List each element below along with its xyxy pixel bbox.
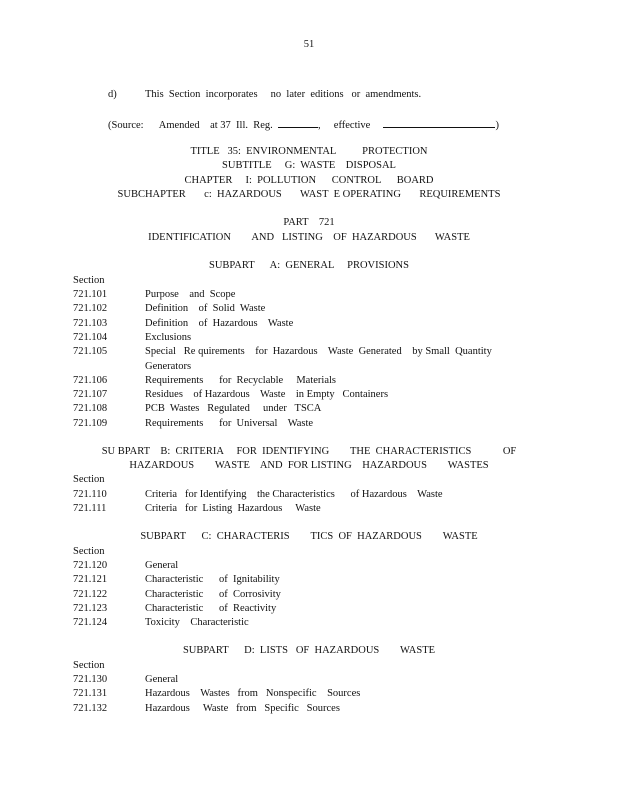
section-number: 721.111 xyxy=(73,503,107,515)
section-description: Requirements for Recyclable Materials xyxy=(145,374,336,386)
subpart-d-heading: SUBPART D: LISTS OF HAZARDOUS WASTE xyxy=(182,645,436,656)
effective-blank xyxy=(383,117,495,128)
source-reg: at 37 Ill. Reg. xyxy=(210,120,273,131)
section-number: 721.120 xyxy=(73,560,108,571)
subpart-d-section-label: Section xyxy=(73,660,105,671)
reg-blank xyxy=(278,117,318,128)
page-number: 51 xyxy=(303,39,315,50)
section-number: 721.107 xyxy=(73,389,108,401)
section-number: 721.110 xyxy=(73,489,107,500)
section-number: 721.122 xyxy=(73,588,108,600)
section-number: 721.131 xyxy=(73,688,108,700)
part-number: PART 721 xyxy=(283,217,335,228)
section-description: General xyxy=(145,560,179,571)
section-description: Criteria for Listing Hazardous Waste xyxy=(145,503,321,515)
section-description: Requirements for Universal Waste xyxy=(145,417,314,429)
section-description: Characteristic of Corrosivity xyxy=(145,588,281,600)
section-number: 721.101 xyxy=(73,289,108,300)
section-description: Characteristic of Ignitability xyxy=(145,574,280,586)
item-d-label: d) xyxy=(108,89,117,100)
section-description: Toxicity Characteristic xyxy=(145,617,249,629)
section-number: 721.132 xyxy=(73,702,108,714)
source-amended: Amended xyxy=(158,120,200,131)
section-number: 721.121 xyxy=(73,574,108,586)
section-description: PCB Wastes Regulated under TSCA xyxy=(145,403,322,415)
subpart-b-heading-2: HAZARDOUS WASTE AND FOR LISTING HAZARDOUS WASTES xyxy=(129,460,489,471)
source-comma: , xyxy=(318,120,321,131)
section-description: Purpose and Scope xyxy=(145,289,236,300)
section-number: 721.103 xyxy=(73,317,108,329)
section-number: 721.123 xyxy=(73,602,108,614)
section-description: Special Re quirements for Hazardous Waste Generated by Small Quantity xyxy=(145,346,492,358)
section-description: Definition of Hazardous Waste xyxy=(145,317,294,329)
source-close: ) xyxy=(495,120,499,131)
section-description: Characteristic of Reactivity xyxy=(145,602,277,614)
part-title: IDENTIFICATION AND LISTING OF HAZARDOUS WASTE xyxy=(148,232,470,243)
section-description: Generators xyxy=(145,360,192,372)
section-number: 721.106 xyxy=(73,374,108,386)
section-number: 721.102 xyxy=(73,303,108,315)
section-description: General xyxy=(145,674,179,685)
item-d-text: This Section incorporates no later editions or amendments. xyxy=(145,89,422,100)
section-description: Definition of Solid Waste xyxy=(145,303,266,315)
section-number: 721.109 xyxy=(73,417,108,429)
section-number: 721.124 xyxy=(73,617,108,629)
subpart-a-section-label: Section xyxy=(73,275,105,286)
source-prefix: (Source: xyxy=(108,120,144,131)
subpart-c-section-label: Section xyxy=(73,546,105,557)
section-number: 721.130 xyxy=(73,674,108,685)
header-title: TITLE 35: ENVIRONMENTAL PROTECTION xyxy=(190,146,428,157)
source-line xyxy=(108,117,499,132)
section-number: 721.108 xyxy=(73,403,108,415)
section-description: Hazardous Waste from Specific Sources xyxy=(145,702,340,714)
subpart-a-heading: SUBPART A: GENERAL PROVISIONS xyxy=(209,260,409,271)
header-chapter: CHAPTER I: POLLUTION CONTROL BOARD xyxy=(184,175,434,186)
header-subtitle: SUBTITLE G: WASTE DISPOSAL xyxy=(222,160,396,171)
subpart-b-heading-1: SU BPART B: CRITERIA FOR IDENTIFYING THE CHARACTERISTICS OF xyxy=(101,446,517,457)
header-subchapter: SUBCHAPTER c: HAZARDOUS WAST E OPERATING REQUIREMENTS xyxy=(117,189,501,200)
section-number: 721.105 xyxy=(73,346,108,358)
subpart-b-section-label: Section xyxy=(73,474,105,485)
section-number: 721.104 xyxy=(73,331,108,343)
section-description: Criteria for Identifying the Characteristics of Hazardous Waste xyxy=(145,489,443,500)
section-description: Exclusions xyxy=(145,331,192,343)
source-effective: effective xyxy=(333,120,371,131)
subpart-c-heading: SUBPART C: CHARACTERIS TICS OF HAZARDOUS WASTE xyxy=(140,531,478,542)
section-description: Residues of Hazardous Waste in Empty Containers xyxy=(145,389,389,401)
section-description: Hazardous Wastes from Nonspecific Sources xyxy=(145,688,361,700)
